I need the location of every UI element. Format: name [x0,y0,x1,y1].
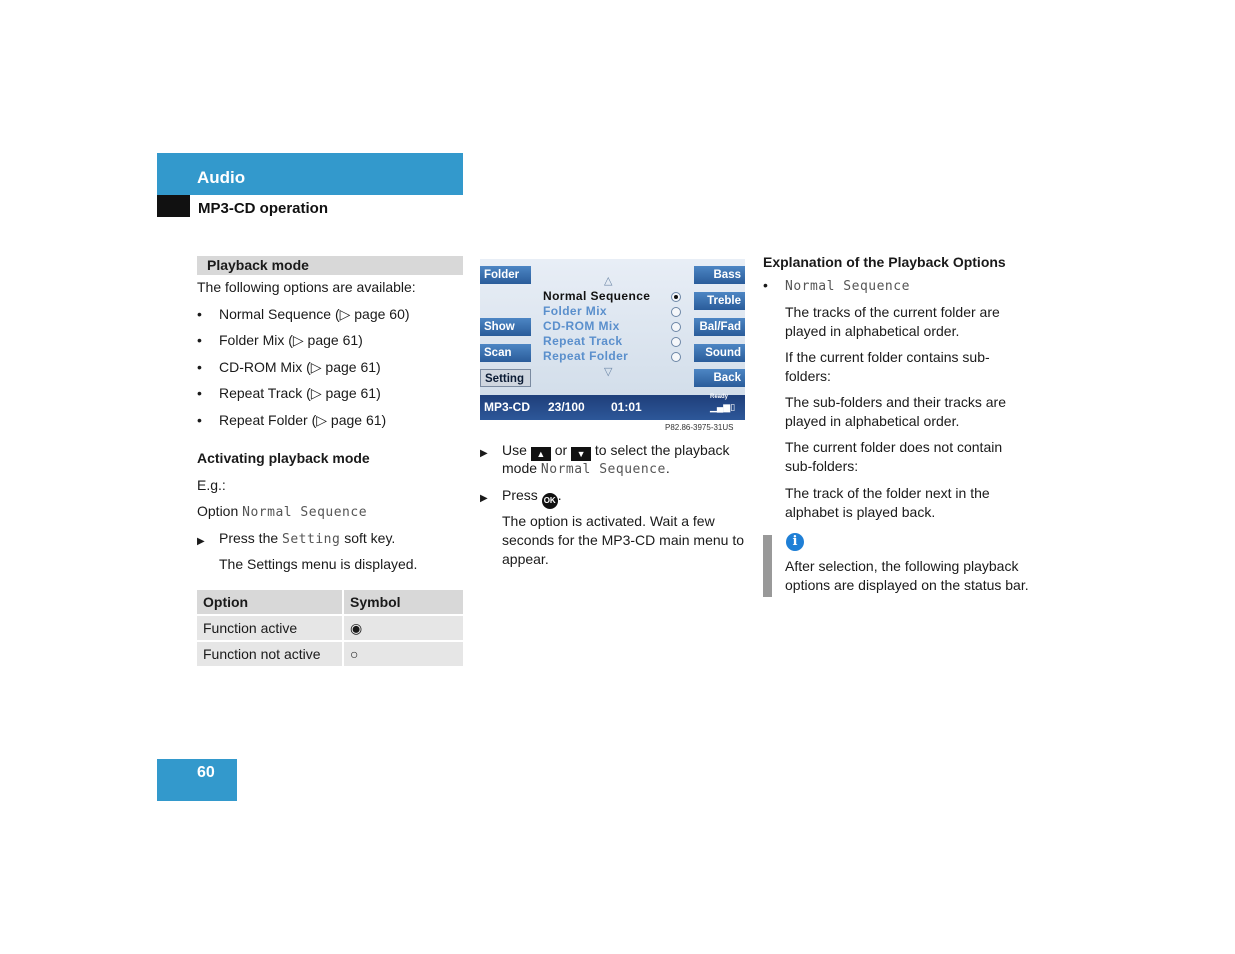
radio-inactive-icon [671,337,681,347]
table-cell-option: Function not active [197,642,344,666]
scroll-up-icon[interactable]: △ [604,275,613,287]
menu-item-repeat-track[interactable]: Repeat Track [543,334,623,348]
up-key-icon: ▲ [531,447,551,461]
list-item: • CD-ROM Mix (▷ page 61) [219,359,381,376]
option-value: Normal Sequence [242,505,368,520]
table-header-row [197,590,463,614]
figure-id: P82.86-3975-31US [665,423,734,432]
softkey-treble[interactable]: Treble [694,292,745,310]
explanation-para: The sub-folders and their tracks are played in alphabetical order. [785,394,1006,429]
radio-active-icon [671,292,681,302]
status-time: 01:01 [611,400,642,414]
eg-label: E.g.: [197,477,226,493]
status-bar [480,395,745,420]
radio-inactive-icon [671,352,681,362]
step-use-keys [502,441,747,461]
step-prefix: Press the [219,530,279,546]
step-result: The Settings menu is displayed. [219,556,418,572]
status-track: 23/100 [548,400,585,414]
softkey-show[interactable]: Show [480,318,531,336]
softkey-sound[interactable]: Sound [694,344,745,362]
explanation-para: The tracks of the current folder are played in alphabetical order. [785,304,1000,339]
table-header-symbol: Symbol [344,590,463,614]
mode-value: Normal Sequence [540,462,666,477]
info-side-bar [763,535,772,597]
active-symbol: ◉ [344,616,463,640]
menu-item-folder-mix[interactable]: Folder Mix [543,304,608,318]
step-text: Press [502,487,538,503]
activation-result: The option is activated. Wait a few seconds for the MP3-CD main menu to appear. [502,513,744,567]
list-item: • Repeat Track (▷ page 61) [219,385,381,402]
softkey-balfad[interactable]: Bal/Fad [694,318,745,336]
info-text: After selection, the following playback options are displayed on the status bar. [785,558,1029,593]
header-marker [157,195,190,217]
intro-text: The following options are available: [197,279,416,295]
step-press-ok: ▶ Press OK . [502,486,562,509]
menu-item-cdrom-mix[interactable]: CD-ROM Mix [543,319,620,333]
explanation-para: The track of the folder next in the alphabet is played back. [785,485,990,520]
radio-inactive-icon [671,307,681,317]
softkey-folder[interactable]: Folder [480,266,531,284]
section-heading: Playback mode [207,257,309,273]
step-text: or [554,442,568,458]
softkey-scan[interactable]: Scan [480,344,531,362]
step-text: Use [502,442,527,458]
signal-icon: ▁▄▆▯ [710,402,736,412]
page-number: 60 [197,764,215,781]
symbol-table [197,588,463,668]
chapter-title: Audio [197,168,246,187]
ok-key-icon: OK [542,493,558,509]
status-source: MP3-CD [484,400,531,414]
section-subtitle: MP3-CD operation [198,200,329,217]
softkey-setting[interactable]: Setting [480,369,531,387]
table-header-option: Option [197,590,344,614]
list-item: • Normal Sequence (▷ page 60) [219,306,410,323]
explanation-para: If the current folder contains sub-folders: [785,349,990,384]
display-screenshot [480,259,745,420]
table-cell-option: Function active [197,616,344,640]
inactive-symbol: ○ [344,642,463,666]
table-row [197,642,463,666]
scroll-down-icon[interactable]: ▽ [604,366,613,378]
step-text: mode [502,460,538,476]
info-icon: i [786,533,804,551]
section-heading-bar [197,256,463,275]
explanation-bullet [785,277,910,294]
menu-item-repeat-folder[interactable]: Repeat Folder [543,349,629,363]
option-line [197,502,367,522]
menu-item-normal-sequence[interactable]: Normal Sequence [543,289,651,303]
step-suffix: soft key. [344,530,396,546]
table-row [197,616,463,640]
radio-inactive-icon [671,322,681,332]
step-text: to select the playback [594,442,730,458]
activating-heading: Activating playback mode [197,450,370,466]
bullet-mode: Normal Sequence [785,279,910,294]
softkey-back[interactable]: Back [694,369,745,387]
softkey-bass[interactable]: Bass [694,266,745,284]
explanation-heading: Explanation of the Playback Options [763,254,1006,270]
list-item: • Repeat Folder (▷ page 61) [219,412,386,429]
explanation-para: The current folder does not contain sub-folders: [785,439,1003,474]
step-use-line2: mode Normal Sequence. [502,460,670,477]
setting-key-ref: Setting [282,532,341,547]
down-key-icon: ▼ [571,447,591,461]
option-label: Option [197,503,239,519]
list-item: • Folder Mix (▷ page 61) [219,332,363,349]
status-ready: Ready [710,394,729,400]
step-press-setting [219,529,395,549]
